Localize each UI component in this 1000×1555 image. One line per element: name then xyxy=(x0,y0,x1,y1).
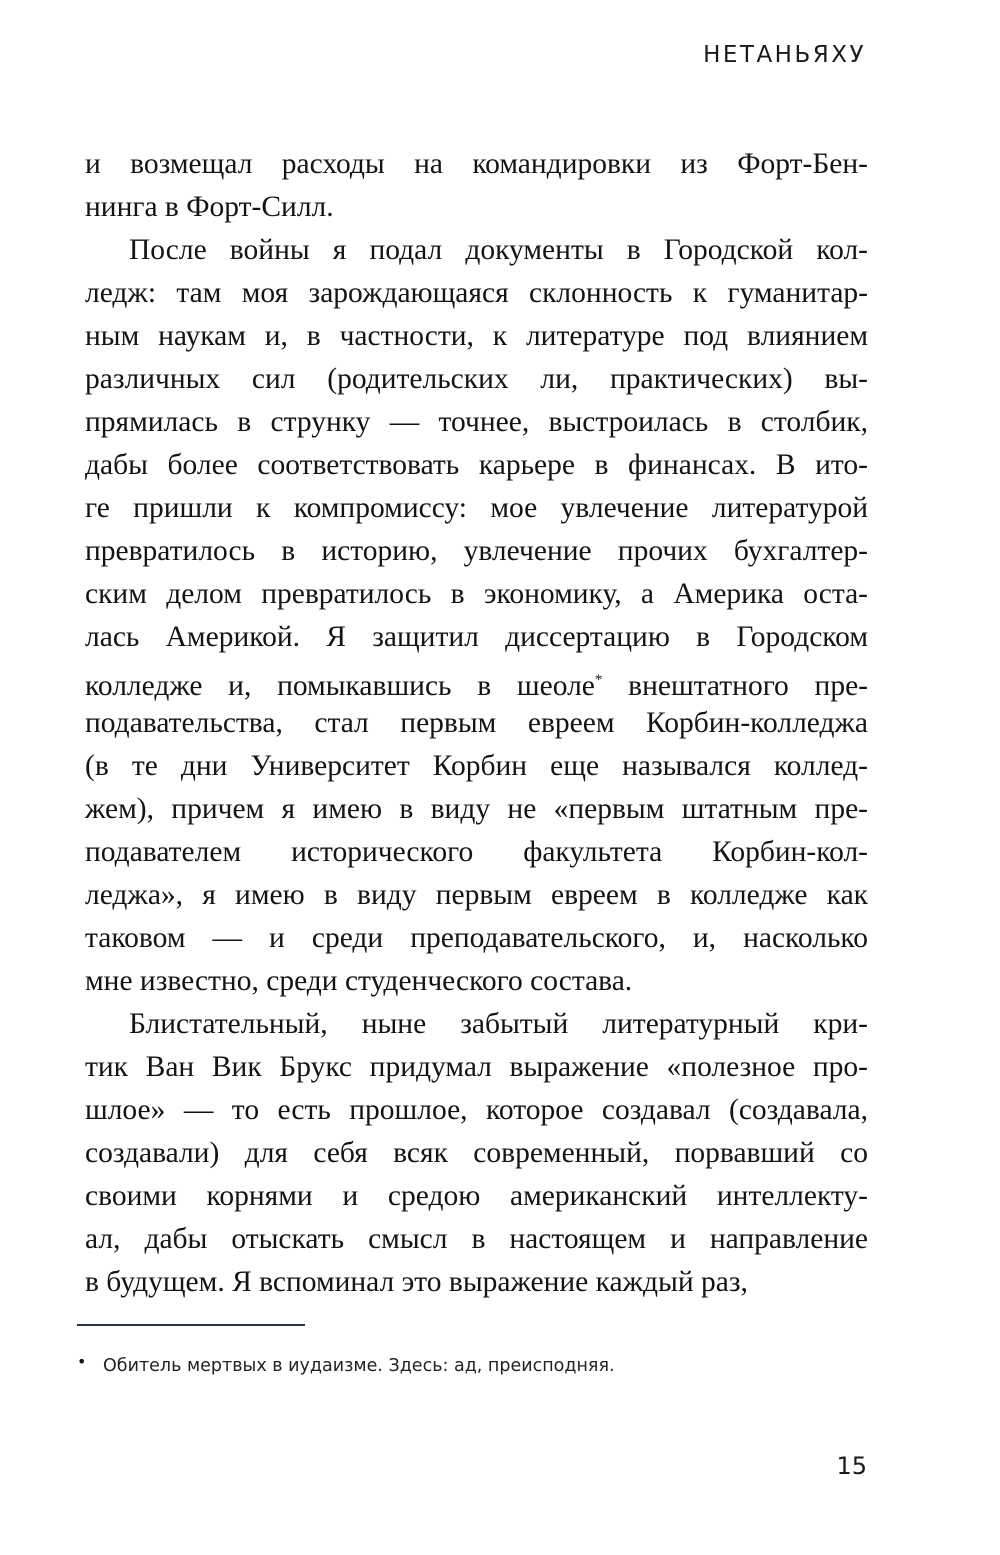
line-text: ал, дабы отыскать смысл в настоящем и направление xyxy=(85,1223,868,1255)
text-line xyxy=(85,960,868,1003)
text-line xyxy=(85,1132,868,1175)
line-text: После войны я подал документы в Городской кол- xyxy=(129,234,868,266)
footnote-reference: * xyxy=(594,672,603,688)
text-line xyxy=(85,487,868,530)
line-text: прямилась в струнку — точнее, выстроилась в столбик, xyxy=(85,406,868,438)
line-text: различных сил (родительских ли, практических) вы- xyxy=(85,363,868,395)
body-text xyxy=(85,143,868,1304)
text-line xyxy=(85,186,868,229)
footnote-text: Обитель мертвых в иудаизме. Здесь: ад, преисподняя. xyxy=(103,1356,615,1376)
line-text: ледж: там моя зарождающаяся склонность к гуманитар- xyxy=(85,277,868,309)
text-line xyxy=(85,1089,868,1132)
line-text: создавали) для себя всяк современный, порвавший со xyxy=(85,1137,868,1169)
line-text: ным наукам и, в частности, к литературе под влиянием xyxy=(85,320,868,352)
line-text-continued: внештатного пре- xyxy=(628,670,869,702)
line-text: тик Ван Вик Брукс придумал выражение «полезное про- xyxy=(85,1051,868,1083)
line-text: дабы более соответствовать карьере в финансах. В ито- xyxy=(85,449,868,481)
line-text: подавателем исторического факультета Корбин-кол- xyxy=(85,836,868,868)
line-text: своими корнями и средою американский интеллекту- xyxy=(85,1180,868,1212)
text-line xyxy=(85,272,868,315)
line-text: жем), причем я имею в виду не «первым штатным пре- xyxy=(85,793,868,825)
line-text: подавательства, стал первым евреем Корбин-колледжа xyxy=(85,707,868,739)
text-line xyxy=(85,1218,868,1261)
text-line xyxy=(85,1003,868,1046)
footnote-mark: • xyxy=(77,1352,87,1371)
text-line xyxy=(85,229,868,272)
text-line xyxy=(85,573,868,616)
text-line xyxy=(85,530,868,573)
text-line xyxy=(85,358,868,401)
text-line xyxy=(85,401,868,444)
line-text: превратилось в историю, увлечение прочих бухгалтер- xyxy=(85,535,868,567)
text-line xyxy=(85,1261,868,1304)
line-text: в будущем. Я вспоминал это выражение каждый раз, xyxy=(85,1266,748,1298)
line-text: лась Америкой. Я защитил диссертацию в Городском xyxy=(85,621,868,653)
text-line xyxy=(85,1046,868,1089)
footnote-divider xyxy=(77,1324,305,1326)
text-line xyxy=(85,315,868,358)
line-text: (в те дни Университет Корбин еще назывался коллед- xyxy=(85,750,868,782)
line-text: ским делом превратилось в экономику, а Америка оста- xyxy=(85,578,868,610)
line-text: и возмещал расходы на командировки из Форт-Бен- xyxy=(85,148,868,180)
text-line xyxy=(85,831,868,874)
text-line xyxy=(85,917,868,960)
text-line xyxy=(85,1175,868,1218)
page-number: 15 xyxy=(836,1452,867,1480)
line-text: нинга в Форт-Силл. xyxy=(85,191,334,223)
text-line xyxy=(85,616,868,659)
text-line xyxy=(85,143,868,186)
text-line xyxy=(85,745,868,788)
text-line xyxy=(85,874,868,917)
line-text: ге пришли к компромиссу: мое увлечение литературой xyxy=(85,492,868,524)
line-text: таковом — и среди преподавательского, и, насколько xyxy=(85,922,868,954)
line-text: леджа», я имею в виду первым евреем в колледже как xyxy=(85,879,868,911)
line-text: колледже и, помыкавшись в шеоле xyxy=(85,670,595,702)
line-text: шлое» — то есть прошлое, которое создавал (создавала, xyxy=(85,1094,868,1126)
text-line xyxy=(85,444,868,487)
text-line xyxy=(85,659,868,702)
line-text: мне известно, среди студенческого состава. xyxy=(85,965,633,997)
running-head: НЕТАНЬЯХУ xyxy=(703,42,866,68)
line-text: Блистательный, ныне забытый литературный кри- xyxy=(129,1008,868,1040)
text-line xyxy=(85,702,868,745)
text-line xyxy=(85,788,868,831)
